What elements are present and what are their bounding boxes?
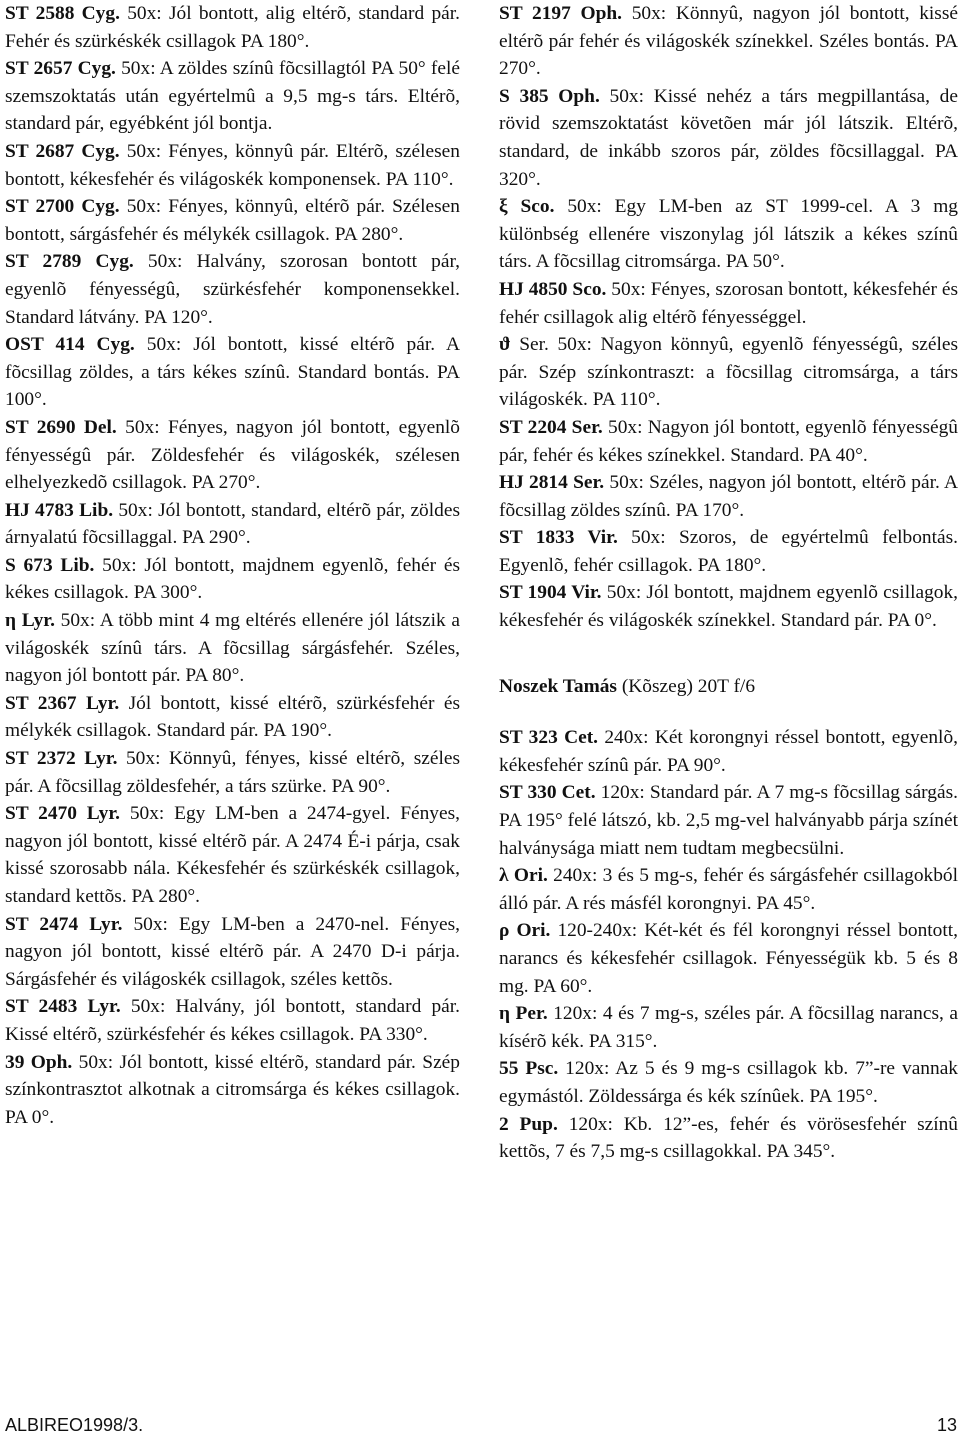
entry-description: 50x: Halvány, jól bontott, standard pár. Kissé eltérõ, szürkésfehér és kékes csillagok. PA 330°. — [5, 996, 461, 1045]
observation-entry — [5, 607, 460, 690]
entry-designation: 39 Oph. — [5, 1051, 73, 1073]
entry-description: 50x: Szoros, de egyértelmû felbontás. Egyenlõ, fehér csillagok. PA 180°. — [499, 527, 959, 576]
entry-designation: ϑ — [499, 334, 511, 356]
right-column-top-entries — [499, 0, 958, 635]
entry-description: Ser. 50x: Nagyon könnyû, egyenlõ fényességû, széles pár. Szép színkontraszt: a fõcsillag citromsárga, a társ világoskék. PA 110°. — [499, 334, 958, 411]
entry-description: 50x: Fényes, nagyon jól bontott, egyenlõ fényességû pár. Zöldesfehér és világoskék, szélesen elhelyezkedõ csillagok. PA 270°. — [5, 416, 460, 494]
entry-designation: HJ 2814 Ser. — [499, 472, 605, 494]
entry-designation: ST 323 Cet. — [499, 727, 599, 749]
entry-description: 120x: 4 és 7 mg-s, széles pár. A fõcsillag narancs, a kísérõ kék. PA 315°. — [499, 1003, 958, 1052]
observation-entry — [499, 0, 958, 83]
observation-entry — [499, 724, 958, 779]
entry-description: 50x: Egy LM-ben a 2474-gyel. Fényes, nagyon jól bontott, kissé eltérõ pár. A 2474 É-i párja, csak kissé szorosabb nála. Kékesfehér és szürkéskék csillagok, standard kettõs. PA 280°. — [5, 803, 460, 907]
entry-description: 50x: Egy LM-ben az ST 1999-cel. A 3 mg különbség ellenére viszonylag jól látszik a kékes színû társ. A fõcsillag citromsárga. PA 50°. — [499, 196, 958, 273]
entry-designation: S 673 Lib. — [5, 554, 95, 576]
entry-description: 50x: Fényes, könnyû pár. Eltérõ, szélesen bontott, kékesfehér és világoskék komponensek. PA 110°. — [5, 140, 460, 190]
observation-entry — [5, 248, 460, 331]
entry-designation: HJ 4850 Sco. — [499, 278, 607, 300]
entry-designation: ST 1904 Vir. — [499, 582, 602, 604]
entry-description: Jól bontott, kissé eltérõ, szürkésfehér és mélykék csillagok. Standard pár. PA 190°. — [5, 692, 461, 742]
entry-designation: OST 414 Cyg. — [5, 334, 135, 356]
entry-designation: ST 2657 Cyg. — [5, 58, 116, 80]
entry-designation: ξ Sco. — [499, 196, 555, 218]
observation-entry — [5, 993, 460, 1048]
observation-entry — [499, 579, 958, 634]
observation-entry — [499, 524, 958, 579]
observation-entry — [5, 193, 460, 248]
entry-description: 50x: Fényes, szorosan bontott, kékesfehér és fehér csillagok alig eltérõ fényességgel. — [499, 278, 958, 328]
entry-description: 50x: Nagyon jól bontott, egyenlõ fényességû pár, fehér és kékes színekkel. Standard. PA 40°. — [499, 416, 958, 466]
left-column — [5, 0, 460, 1131]
observer-details: (Kõszeg) 20T f/6 — [616, 675, 756, 697]
entry-description: 50x: Kissé nehéz a társ megpillantása, de rövid szemszoktatást követõen már jól látszik. Eltérõ, standard, de inkább szoros pár, zöldes fõcsillaggal. PA 320°. — [499, 85, 958, 190]
observation-entry — [499, 83, 958, 193]
entry-description: 240x: 3 és 5 mg-s, fehér és sárgásfehér csillagokból álló pár. A rés másfél korongnyi. PA 45°. — [499, 865, 959, 914]
observation-entry — [5, 690, 460, 745]
observation-entry — [499, 276, 958, 331]
entry-designation: HJ 4783 Lib. — [5, 499, 114, 521]
entry-designation: ST 2690 Del. — [5, 416, 117, 438]
entry-description: 50x: Fényes, könnyû, eltérõ pár. Szélesen bontott, sárgásfehér és mélykék csillagok. PA 280°. — [5, 196, 460, 245]
entry-description: 50x: Széles, nagyon jól bontott, eltérõ pár. A fõcsillag zöldes színû. PA 170°. — [499, 472, 958, 521]
observer-name: Noszek Tamás — [499, 675, 617, 697]
entry-designation: 2 Pup. — [499, 1113, 558, 1135]
entry-description: 50x: A zöldes színû fõcsillagtól PA 50° felé szemszoktatás után egyértelmû a 9,5 mg-s társ. Eltérõ, standard pár, egyébként jól bontja. — [5, 58, 460, 135]
observation-entry — [5, 414, 460, 497]
entry-designation: ρ Ori. — [499, 920, 551, 942]
observation-entry — [5, 497, 460, 552]
entry-description: 50x: Jól bontott, standard, eltérõ pár, zöldes árnyalatú fõcsillaggal. PA 290°. — [5, 499, 460, 549]
entry-designation: ST 2367 Lyr. — [5, 692, 120, 714]
entry-description: 120x: Kb. 12”-es, fehér és vörösesfehér színû kettõs, 7 és 7,5 mg-s csillagokkal. PA 345°. — [499, 1113, 958, 1163]
entry-designation: ST 2470 Lyr. — [5, 803, 121, 825]
entry-description: 120x: Az 5 és 9 mg-s csillagok kb. 7”-re vannak egymástól. Zöldessárga és kék színûek. PA 195°. — [499, 1058, 958, 1107]
entry-description: 50x: A több mint 4 mg eltérés ellenére jól látszik a világoskék színû társ. A fõcsillag sárgásfehér. Széles, nagyon jól bontott pár. PA 80°. — [5, 610, 460, 687]
publication-name: ALBIREO1998/3. — [5, 1415, 144, 1435]
entry-description: 50x: Egy LM-ben a 2470-nel. Fényes, nagyon jól bontott, kissé eltérõ pár. A 2470 D-i párja. Sárgásfehér és világoskék csillagok, széles kettõs. — [5, 913, 461, 990]
entry-designation: 55 Psc. — [499, 1058, 559, 1080]
entry-description: 50x: Jól bontott, alig eltérõ, standard pár. Fehér és szürkéskék csillagok PA 180°. — [5, 3, 460, 52]
observation-entry — [499, 862, 958, 917]
observation-entry — [499, 1111, 958, 1166]
observation-entry — [5, 1049, 460, 1132]
entry-designation: ST 2789 Cyg. — [5, 251, 134, 273]
entry-description: 50x: Könnyû, fényes, kissé eltérõ, széles pár. A fõcsillag zöldesfehér, a társ szürke. PA 90°. — [5, 748, 460, 797]
observer-heading — [499, 673, 958, 701]
entry-designation: ST 2197 Oph. — [499, 3, 623, 24]
page-footer — [5, 1413, 957, 1437]
entry-description: 50x: Könnyû, nagyon jól bontott, kissé eltérõ pár fehér és világoskék színekkel. Széles bontás. PA 270°. — [499, 3, 959, 80]
entry-description: 50x: Jól bontott, kissé eltérõ, standard pár. Szép színkontrasztot alkotnak a citromsárga és kékes csillagok. PA 0°. — [5, 1051, 460, 1128]
right-column — [499, 0, 958, 1166]
observation-entry — [5, 0, 460, 55]
observation-entry — [5, 55, 460, 138]
right-column-bottom-entries — [499, 724, 958, 1166]
observation-entry — [5, 745, 460, 800]
observation-entry — [5, 138, 460, 193]
observation-entry — [499, 414, 958, 469]
entry-designation: η Lyr. — [5, 610, 55, 632]
entry-description: 240x: Két korongnyi réssel bontott, egyenlõ, kékesfehér színû pár. PA 90°. — [499, 727, 958, 776]
observation-entry — [5, 552, 460, 607]
observation-entry — [5, 911, 460, 994]
entry-description: 120x: Standard pár. A 7 mg-s fõcsillag sárgás. PA 195° felé látszó, kb. 2,5 mg-vel halványabb párja színét halványsága miatt nem tudtam megbecsülni. — [499, 782, 958, 859]
observation-entry — [499, 193, 958, 276]
entry-designation: η Per. — [499, 1003, 548, 1025]
observation-entry — [499, 1055, 958, 1110]
entry-description: 50x: Jól bontott, kissé eltérõ pár. A fõcsillag zöldes, a társ kékes színû. Standard bontás. PA 100°. — [5, 334, 460, 411]
entry-designation: ST 2474 Lyr. — [5, 913, 123, 935]
entry-designation: S 385 Oph. — [499, 85, 600, 107]
observation-entry — [499, 917, 958, 1000]
entry-designation: ST 1833 Vir. — [499, 527, 618, 549]
entry-designation: ST 2372 Lyr. — [5, 748, 118, 770]
observation-entry — [5, 800, 460, 910]
observation-entry — [499, 331, 958, 414]
observation-entry — [499, 1000, 958, 1055]
entry-designation: λ Ori. — [499, 865, 548, 887]
entry-designation: ST 330 Cet. — [499, 782, 596, 804]
entry-designation: ST 2700 Cyg. — [5, 196, 120, 218]
entry-description: 120-240x: Két-két és fél korongnyi réssel bontott, narancs és kékesfehér csillagok. Fényességük kb. 5 és 8 mg. PA 60°. — [499, 920, 958, 997]
entry-designation: ST 2483 Lyr. — [5, 996, 121, 1018]
entry-designation: ST 2687 Cyg. — [5, 140, 120, 162]
entry-description: 50x: Jól bontott, majdnem egyenlõ csillagok, kékesfehér és világoskék színekkel. Standard pár. PA 0°. — [499, 582, 959, 632]
entry-description: 50x: Jól bontott, majdnem egyenlõ, fehér és kékes csillagok. PA 300°. — [5, 554, 460, 604]
entry-designation: ST 2204 Ser. — [499, 416, 603, 438]
observation-entry — [499, 469, 958, 524]
entry-designation: ST 2588 Cyg. — [5, 3, 120, 24]
observation-entry — [499, 779, 958, 862]
observation-entry — [5, 331, 460, 414]
entry-description: 50x: Halvány, szorosan bontott pár, egyenlõ fényességû, szürkésfehér komponensekkel. Standard látvány. PA 120°. — [5, 251, 460, 328]
page-number: 13 — [936, 1415, 957, 1435]
